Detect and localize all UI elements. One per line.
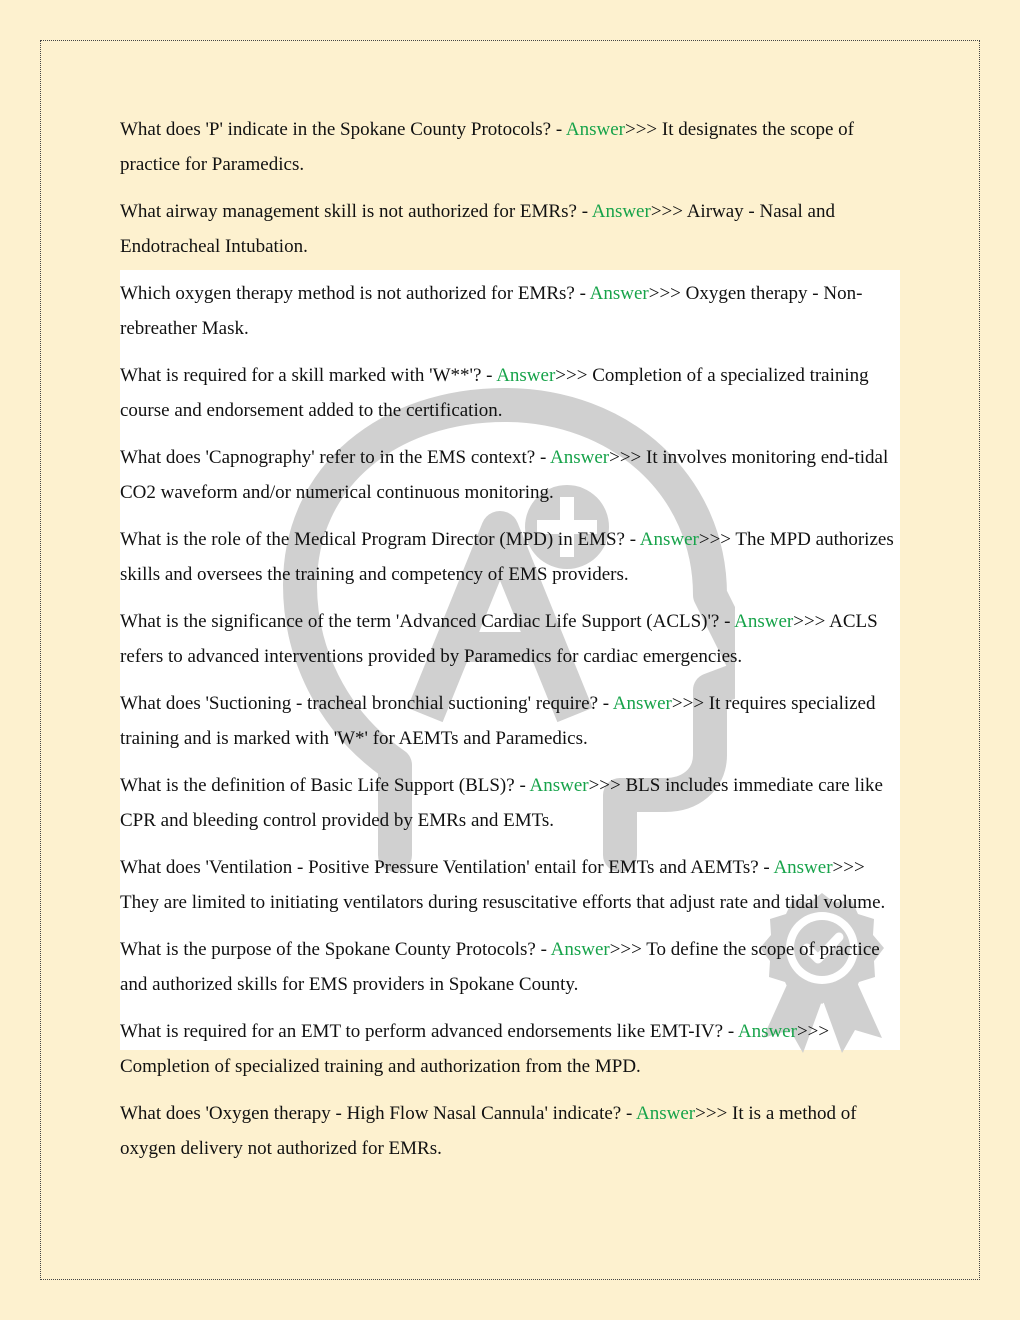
qa-item [120,769,900,838]
answer: ACLS refers to advanced interventions provided by Paramedics for cardiac emergencies. [120,611,878,667]
answer: Oxygen therapy - Non-rebreather Mask. [120,283,863,339]
separator: - [481,365,497,386]
separator: - [621,1103,637,1124]
answer: It is a method of oxygen delivery not authorized for EMRs. [120,1103,857,1159]
question: What is required for a skill marked with 'W**'? [120,365,482,386]
answer: Airway - Nasal and Endotracheal Intubation. [120,201,835,257]
question: What does 'Suctioning - tracheal bronchial suctioning' require? [120,693,598,714]
answer-suffix: >>> [793,611,830,632]
answer-label: Answer [636,1103,696,1124]
separator: - [535,939,551,960]
answer: To define the scope of practice and authorized skills for EMS providers in Spokane County. [120,939,880,995]
answer-suffix: >>> [555,365,593,386]
question: What does 'P' indicate in the Spokane County Protocols? [120,119,552,140]
question: What is the purpose of the Spokane County Protocols? [120,939,536,960]
separator: - [624,529,640,550]
answer-suffix: >>> [625,119,662,140]
answer-suffix: >>> [695,1103,733,1124]
answer-label: Answer [591,201,651,222]
answer-suffix: >>> [609,939,647,960]
separator: - [514,775,530,796]
question: What is the definition of Basic Life Support (BLS)? [120,775,515,796]
separator: - [574,283,590,304]
answer: It requires specialized training and is marked with 'W*' for AEMTs and Paramedics. [120,693,876,749]
answer-label: Answer [734,611,794,632]
answer-label: Answer [737,1021,797,1042]
answer: Completion of a specialized training course and endorsement added to the certification. [120,365,869,421]
answer-suffix: >>> [609,447,647,468]
qa-item [120,687,900,756]
separator: - [758,857,774,878]
answer-label: Answer [589,283,649,304]
qa-item [120,195,900,264]
question: What does 'Capnography' refer to in the EMS context? [120,447,536,468]
qa-item [120,277,900,346]
question: What is the significance of the term 'Advanced Cardiac Life Support (ACLS)'? [120,611,720,632]
answer-suffix: >>> [671,693,709,714]
answer-suffix: >>> [588,775,626,796]
answer-suffix: >>> [832,857,865,878]
answer-label: Answer [612,693,672,714]
answer-label: Answer [550,939,610,960]
question: What does 'Ventilation - Positive Pressure Ventilation' entail for EMTs and AEMTs? [120,857,759,878]
answer-label: Answer [565,119,625,140]
answer-label: Answer [639,529,699,550]
answer-label: Answer [529,775,589,796]
separator: - [576,201,592,222]
answer-suffix: >>> [648,283,686,304]
qa-item [120,605,900,674]
answer-label: Answer [550,447,610,468]
answer: It designates the scope of practice for Paramedics. [120,119,854,175]
answer-label: Answer [773,857,833,878]
qa-item [120,523,900,592]
separator: - [535,447,551,468]
answer-label: Answer [496,365,556,386]
qa-item [120,1097,900,1166]
question: Which oxygen therapy method is not authorized for EMRs? [120,283,575,304]
separator: - [719,611,735,632]
answer: The MPD authorizes skills and oversees the training and competency of EMS providers. [120,529,894,585]
question: What is required for an EMT to perform advanced endorsements like EMT-IV? [120,1021,724,1042]
question: What is the role of the Medical Program Director (MPD) in EMS? [120,529,625,550]
separator: - [723,1021,738,1042]
qa-item [120,113,900,182]
answer-suffix: >>> [796,1021,830,1042]
separator: - [598,693,613,714]
answer-suffix: >>> [650,201,687,222]
qa-item [120,1015,900,1084]
question: What airway management skill is not authorized for EMRs? [120,201,577,222]
answer: Completion of specialized training and authorization from the MPD. [120,1055,641,1077]
qa-list [120,113,900,1179]
qa-item [120,933,900,1002]
qa-item [120,359,900,428]
answer: BLS includes immediate care like CPR and bleeding control provided by EMRs and EMTs. [120,775,883,831]
answer: They are limited to initiating ventilators during resuscitative efforts that adjust rate and tidal volume. [120,891,886,913]
answer: It involves monitoring end-tidal CO2 waveform and/or numerical continuous monitoring. [120,447,889,503]
answer-suffix: >>> [698,529,736,550]
qa-item [120,851,900,920]
qa-item [120,441,900,510]
separator: - [551,119,566,140]
question: What does 'Oxygen therapy - High Flow Nasal Cannula' indicate? [120,1103,622,1124]
